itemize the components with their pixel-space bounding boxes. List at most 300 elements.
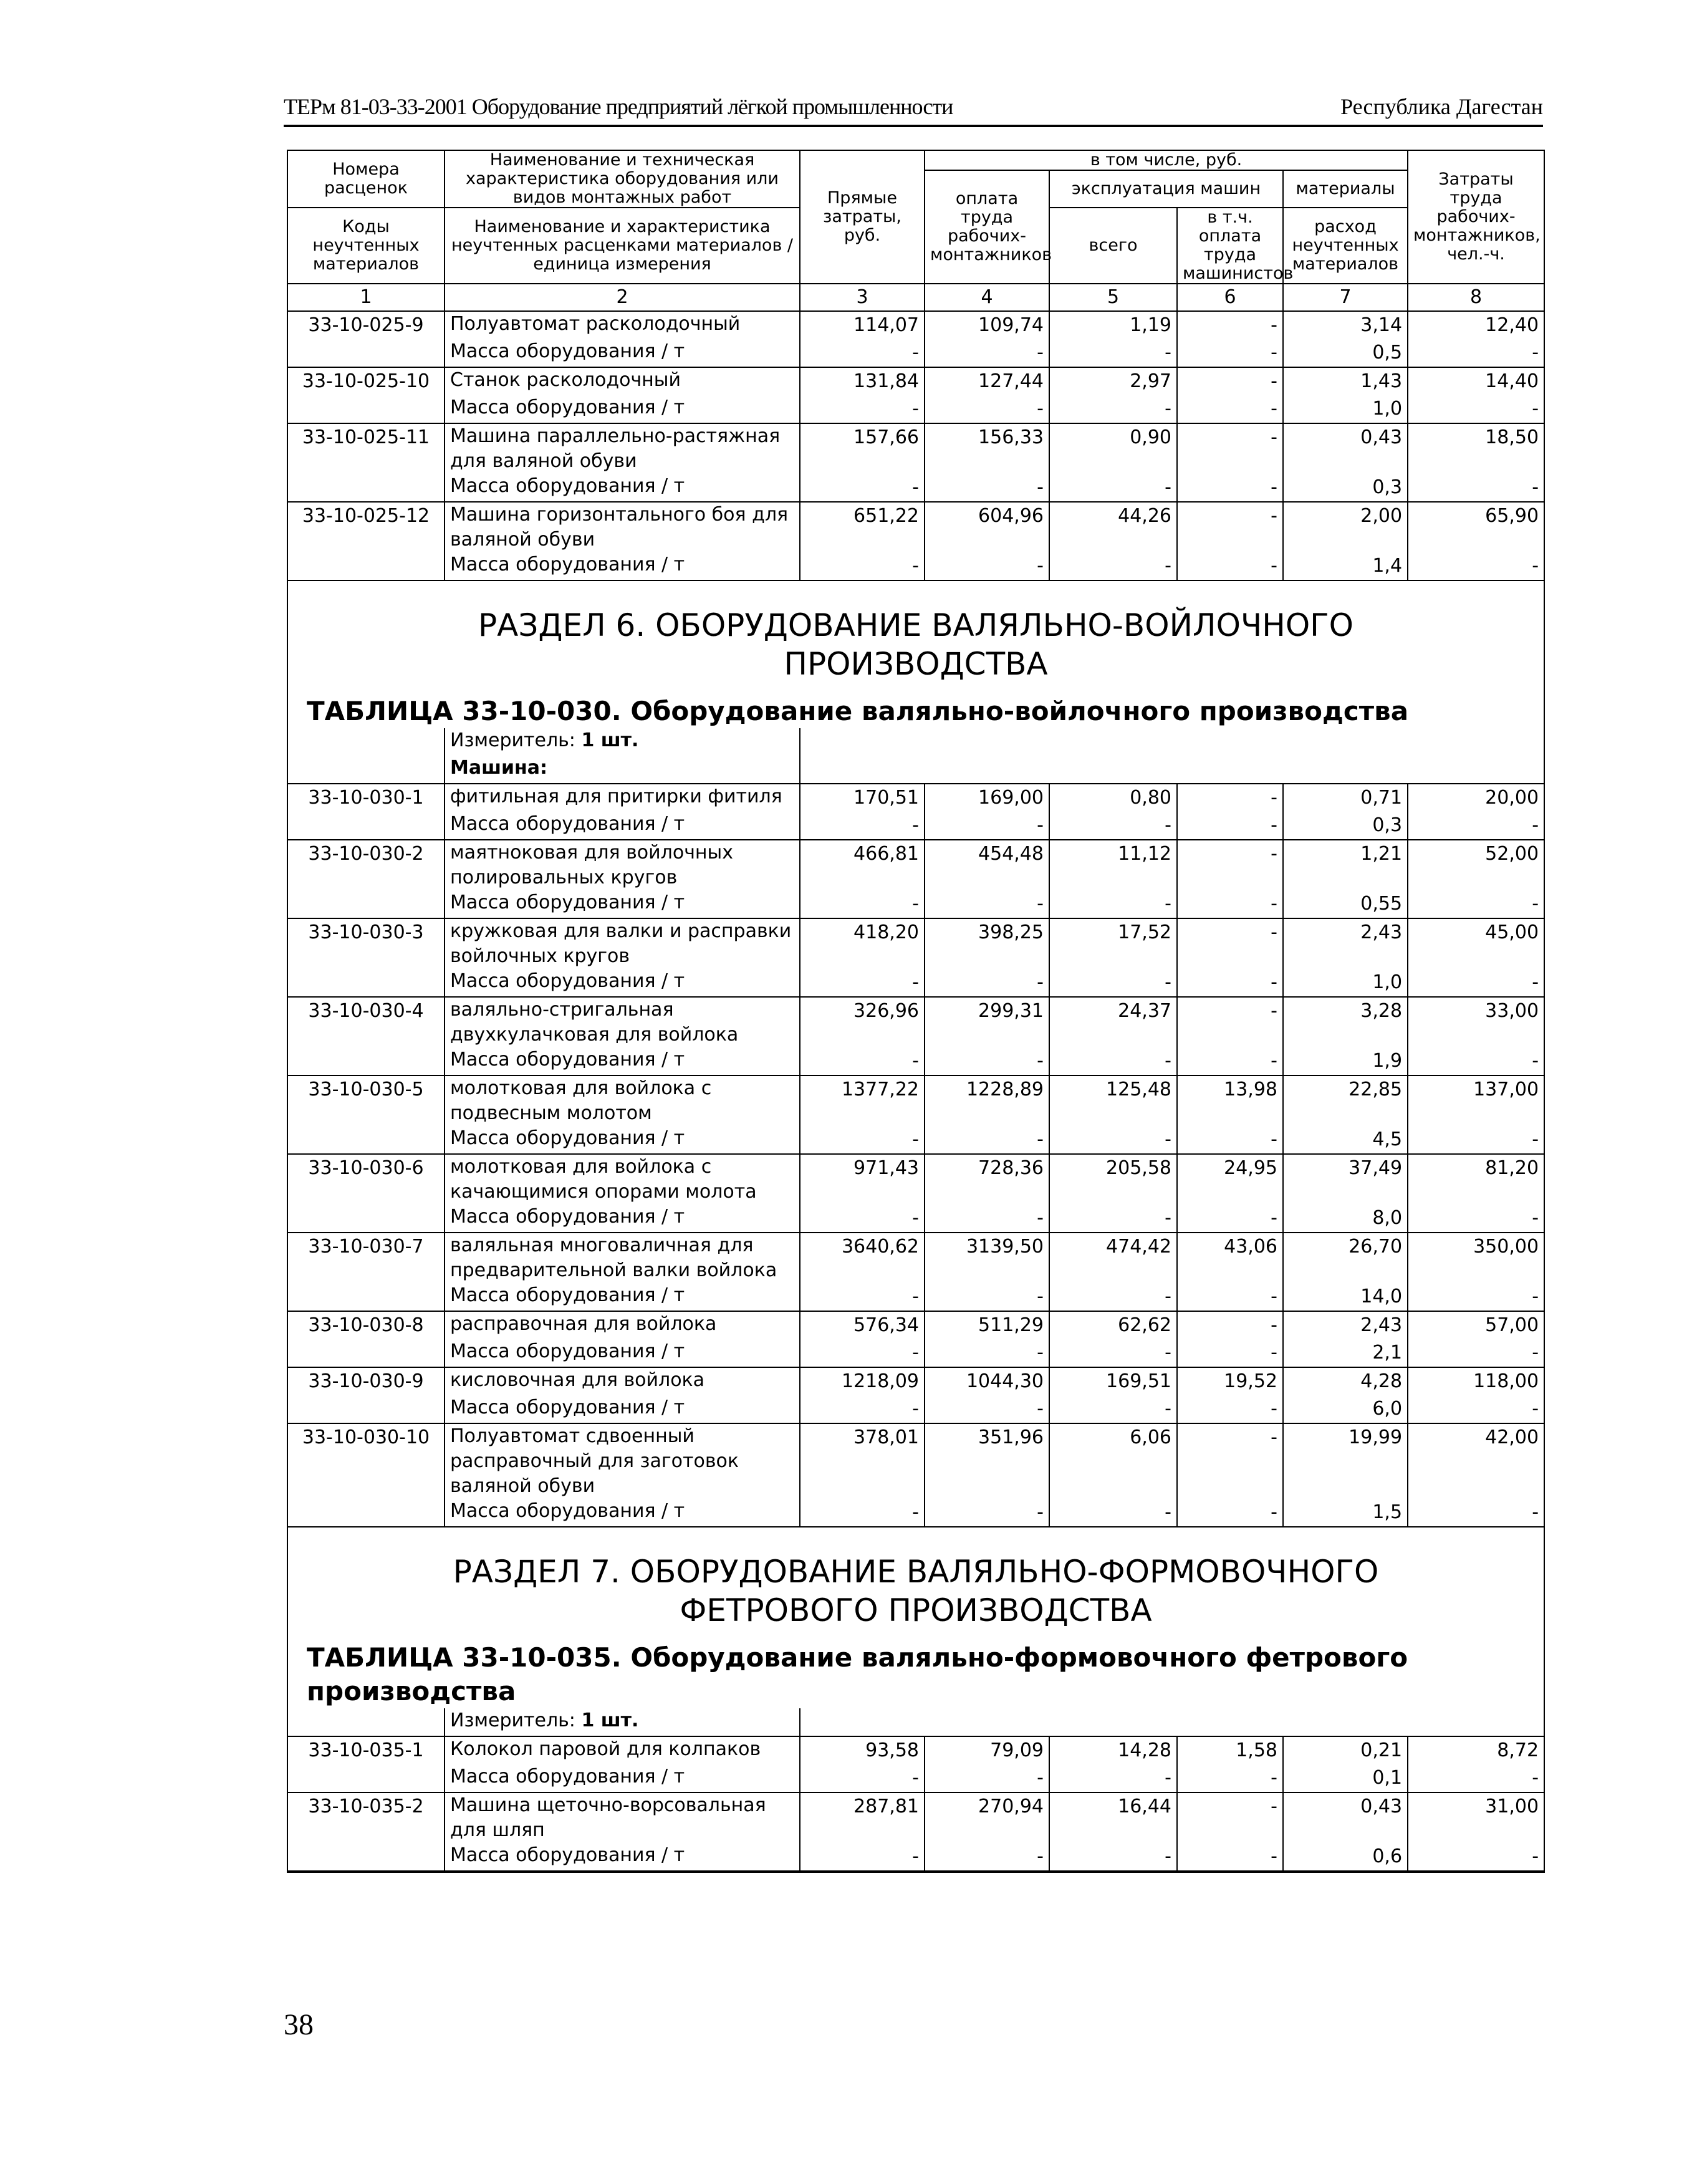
mass-dash: -	[1049, 1339, 1177, 1367]
value-v3: 157,66	[800, 423, 925, 474]
mass-row	[287, 1283, 1544, 1311]
value-v6: -	[1177, 423, 1283, 474]
mass-value: 0,3	[1283, 474, 1408, 502]
rows-group-025	[287, 311, 1544, 580]
mass-dash: -	[925, 1843, 1049, 1872]
value-v5: 125,48	[1049, 1075, 1177, 1126]
mass-row	[287, 1047, 1544, 1075]
mass-dash: -	[800, 1126, 925, 1154]
mass-value: 2,1	[1283, 1339, 1408, 1367]
header-cell: Наименование и характеристика неучтенных расценками материалов / единица измерения	[445, 208, 800, 284]
estimate-table	[287, 150, 1545, 1873]
value-v3: 1218,09	[800, 1367, 925, 1395]
mass-dash: -	[925, 474, 1049, 502]
mass-dash: -	[1177, 1339, 1283, 1367]
value-v6: 24,95	[1177, 1154, 1283, 1205]
mass-dash: -	[800, 1339, 925, 1367]
value-v4: 109,74	[925, 311, 1049, 339]
table-row	[287, 840, 1544, 890]
mass-dash: -	[1177, 474, 1283, 502]
mass-code-empty	[287, 890, 445, 918]
value-v8: 42,00	[1408, 1423, 1544, 1499]
mass-dash: -	[925, 395, 1049, 423]
mass-dash: -	[1408, 1047, 1544, 1075]
item-name: Полуавтомат расколодочный	[445, 311, 800, 339]
mass-dash: -	[925, 1339, 1049, 1367]
mass-dash: -	[1177, 339, 1283, 367]
mass-code-empty	[287, 1764, 445, 1792]
rows-group-035	[287, 1736, 1544, 1872]
value-v3: 114,07	[800, 311, 925, 339]
mass-dash: -	[1177, 1047, 1283, 1075]
rate-code: 33-10-025-12	[287, 502, 445, 552]
header-cell: материалы	[1283, 170, 1408, 208]
mass-code-empty	[287, 474, 445, 502]
header-cell: Коды неучтенных материалов	[287, 208, 445, 284]
mass-row	[287, 1764, 1544, 1792]
value-v6: -	[1177, 1311, 1283, 1339]
rate-code: 33-10-030-9	[287, 1367, 445, 1395]
value-v7: 26,70	[1283, 1233, 1408, 1283]
value-v3: 1377,22	[800, 1075, 925, 1126]
value-v5: 6,06	[1049, 1423, 1177, 1499]
header-cell: Прямые затраты, руб.	[800, 150, 925, 284]
value-v3: 466,81	[800, 840, 925, 890]
value-v4: 169,00	[925, 784, 1049, 812]
mass-code-empty	[287, 339, 445, 367]
mass-row	[287, 812, 1544, 840]
mass-row	[287, 1339, 1544, 1367]
mass-row	[287, 1843, 1544, 1872]
value-v7: 0,43	[1283, 1792, 1408, 1843]
section-7	[287, 1527, 1544, 1736]
mass-dash: -	[1408, 395, 1544, 423]
mass-dash: -	[1049, 474, 1177, 502]
mass-dash: -	[1049, 969, 1177, 997]
header-cell: всего	[1049, 208, 1177, 284]
table-row	[287, 502, 1544, 552]
mass-label: Масса оборудования / т	[445, 552, 800, 580]
mass-label: Масса оборудования / т	[445, 1843, 800, 1872]
mass-value: 4,5	[1283, 1126, 1408, 1154]
value-v4: 511,29	[925, 1311, 1049, 1339]
value-v7: 22,85	[1283, 1075, 1408, 1126]
value-v7: 2,43	[1283, 918, 1408, 969]
column-index: 8	[1408, 284, 1544, 311]
mass-dash: -	[1177, 1126, 1283, 1154]
mass-label: Масса оборудования / т	[445, 1283, 800, 1311]
rate-code: 33-10-030-1	[287, 784, 445, 812]
value-v3: 326,96	[800, 997, 925, 1047]
mass-dash: -	[925, 1047, 1049, 1075]
page-header	[284, 89, 1543, 127]
value-v3: 93,58	[800, 1736, 925, 1764]
table-title: ТАБЛИЦА 33-10-030. Оборудование валяльно-войлочного производства	[307, 696, 1409, 726]
value-v5: 14,28	[1049, 1736, 1177, 1764]
mass-code-empty	[287, 1126, 445, 1154]
rate-code: 33-10-030-5	[287, 1075, 445, 1126]
item-name: Машина щеточно-ворсовальная для шляп	[445, 1792, 800, 1843]
value-v8: 137,00	[1408, 1075, 1544, 1126]
mass-value: 0,6	[1283, 1843, 1408, 1872]
mass-code-empty	[287, 552, 445, 580]
item-name: расправочная для войлока	[445, 1311, 800, 1339]
mass-code-empty	[287, 395, 445, 423]
value-v3: 651,22	[800, 502, 925, 552]
value-v5: 16,44	[1049, 1792, 1177, 1843]
rate-code: 33-10-025-11	[287, 423, 445, 474]
item-name: молотковая для войлока с качающимися опорами молота	[445, 1154, 800, 1205]
mass-dash: -	[1049, 395, 1177, 423]
mass-dash: -	[1049, 1283, 1177, 1311]
item-name: Станок расколодочный	[445, 367, 800, 395]
mass-dash: -	[1408, 1764, 1544, 1792]
value-v6: -	[1177, 997, 1283, 1047]
table-row	[287, 918, 1544, 969]
mass-dash: -	[1049, 552, 1177, 580]
mass-dash: -	[1408, 1843, 1544, 1872]
item-name: фитильная для притирки фитиля	[445, 784, 800, 812]
mass-label: Масса оборудования / т	[445, 890, 800, 918]
mass-dash: -	[925, 1205, 1049, 1233]
value-v6: -	[1177, 311, 1283, 339]
mass-code-empty	[287, 1283, 445, 1311]
mass-value: 6,0	[1283, 1395, 1408, 1423]
value-v4: 3139,50	[925, 1233, 1049, 1283]
mass-row	[287, 474, 1544, 502]
mass-dash: -	[800, 552, 925, 580]
value-v8: 52,00	[1408, 840, 1544, 890]
rows-group-030	[287, 784, 1544, 1527]
value-v5: 169,51	[1049, 1367, 1177, 1395]
mass-value: 8,0	[1283, 1205, 1408, 1233]
mass-value: 1,5	[1283, 1499, 1408, 1527]
value-v3: 418,20	[800, 918, 925, 969]
table-row	[287, 1154, 1544, 1205]
mass-value: 0,3	[1283, 812, 1408, 840]
table-row	[287, 423, 1544, 474]
value-v4: 454,48	[925, 840, 1049, 890]
rate-code: 33-10-025-9	[287, 311, 445, 339]
header-region: Республика Дагестан	[1340, 94, 1543, 119]
value-v4: 127,44	[925, 367, 1049, 395]
header-cell: расход неучтенных материалов	[1283, 208, 1408, 284]
mass-dash: -	[1408, 1395, 1544, 1423]
mass-label: Масса оборудования / т	[445, 1047, 800, 1075]
value-v3: 287,81	[800, 1792, 925, 1843]
value-v6: -	[1177, 840, 1283, 890]
value-v7: 3,14	[1283, 311, 1408, 339]
mass-dash: -	[1408, 1499, 1544, 1527]
value-v3: 576,34	[800, 1311, 925, 1339]
mass-dash: -	[925, 339, 1049, 367]
value-v4: 79,09	[925, 1736, 1049, 1764]
mass-dash: -	[800, 1205, 925, 1233]
value-v8: 57,00	[1408, 1311, 1544, 1339]
item-name: Машина параллельно-растяжная для валяной обуви	[445, 423, 800, 474]
item-name: Колокол паровой для колпаков	[445, 1736, 800, 1764]
mass-dash: -	[800, 890, 925, 918]
table-row	[287, 997, 1544, 1047]
value-v3: 3640,62	[800, 1233, 925, 1283]
value-v5: 474,42	[1049, 1233, 1177, 1283]
rate-code: 33-10-030-3	[287, 918, 445, 969]
value-v3: 170,51	[800, 784, 925, 812]
mass-dash: -	[925, 969, 1049, 997]
mass-dash: -	[1177, 1843, 1283, 1872]
value-v7: 3,28	[1283, 997, 1408, 1047]
mass-row	[287, 1395, 1544, 1423]
value-v8: 14,40	[1408, 367, 1544, 395]
value-v3: 971,43	[800, 1154, 925, 1205]
header-cell: в т.ч. оплата труда машинистов	[1177, 208, 1283, 284]
table-row	[287, 311, 1544, 339]
table-row	[287, 1736, 1544, 1764]
column-index: 5	[1049, 284, 1177, 311]
value-v4: 156,33	[925, 423, 1049, 474]
table-header	[287, 150, 1544, 311]
mass-dash: -	[1177, 890, 1283, 918]
value-v6: -	[1177, 1423, 1283, 1499]
header-cell: Наименование и техническая характеристика оборудования или видов монтажных работ	[445, 150, 800, 208]
value-v5: 1,19	[1049, 311, 1177, 339]
mass-dash: -	[1408, 1205, 1544, 1233]
mass-label: Масса оборудования / т	[445, 474, 800, 502]
value-v8: 65,90	[1408, 502, 1544, 552]
mass-dash: -	[1177, 1395, 1283, 1423]
mass-dash: -	[1177, 1764, 1283, 1792]
mass-dash: -	[925, 1764, 1049, 1792]
mass-dash: -	[800, 1843, 925, 1872]
value-v8: 81,20	[1408, 1154, 1544, 1205]
value-v8: 18,50	[1408, 423, 1544, 474]
value-v7: 4,28	[1283, 1367, 1408, 1395]
mass-dash: -	[800, 474, 925, 502]
section-title: РАЗДЕЛ 7. ОБОРУДОВАНИЕ ВАЛЯЛЬНО-ФОРМОВОЧНОГО ФЕТРОВОГО ПРОИЗВОДСТВА	[453, 1554, 1379, 1628]
rate-code: 33-10-030-8	[287, 1311, 445, 1339]
mass-dash: -	[800, 1283, 925, 1311]
mass-dash: -	[1177, 395, 1283, 423]
mass-dash: -	[800, 1395, 925, 1423]
value-v7: 2,43	[1283, 1311, 1408, 1339]
mass-dash: -	[1177, 1499, 1283, 1527]
mass-label: Масса оборудования / т	[445, 969, 800, 997]
mass-dash: -	[1408, 1283, 1544, 1311]
mass-dash: -	[925, 552, 1049, 580]
value-v3: 378,01	[800, 1423, 925, 1499]
value-v8: 45,00	[1408, 918, 1544, 969]
column-index: 1	[287, 284, 445, 311]
table-row	[287, 784, 1544, 812]
value-v4: 270,94	[925, 1792, 1049, 1843]
mass-row	[287, 969, 1544, 997]
mass-dash: -	[800, 969, 925, 997]
mass-dash: -	[925, 1126, 1049, 1154]
section-6	[287, 580, 1544, 784]
value-v7: 0,43	[1283, 423, 1408, 474]
value-v6: -	[1177, 918, 1283, 969]
value-v8: 118,00	[1408, 1367, 1544, 1395]
item-name: Машина горизонтального боя для валяной обуви	[445, 502, 800, 552]
mass-dash: -	[925, 1283, 1049, 1311]
value-v4: 728,36	[925, 1154, 1049, 1205]
table-row	[287, 1423, 1544, 1499]
mass-code-empty	[287, 812, 445, 840]
item-name: валяльная многовaличная для предварительной валки войлока	[445, 1233, 800, 1283]
value-v4: 299,31	[925, 997, 1049, 1047]
mass-row	[287, 890, 1544, 918]
mass-dash: -	[1049, 1499, 1177, 1527]
mass-code-empty	[287, 1047, 445, 1075]
mass-value: 1,0	[1283, 969, 1408, 997]
mass-dash: -	[925, 812, 1049, 840]
column-index: 2	[445, 284, 800, 311]
mass-dash: -	[1408, 474, 1544, 502]
mass-row	[287, 395, 1544, 423]
measure-unit: Измеритель: 1 шт.	[445, 728, 800, 756]
value-v7: 1,21	[1283, 840, 1408, 890]
mass-dash: -	[1408, 969, 1544, 997]
mass-dash: -	[1177, 552, 1283, 580]
value-v5: 44,26	[1049, 502, 1177, 552]
mass-dash: -	[1408, 890, 1544, 918]
rate-code: 33-10-030-6	[287, 1154, 445, 1205]
mass-dash: -	[1049, 1126, 1177, 1154]
value-v8: 8,72	[1408, 1736, 1544, 1764]
mass-value: 0,5	[1283, 339, 1408, 367]
mass-dash: -	[800, 1764, 925, 1792]
mass-dash: -	[1408, 552, 1544, 580]
rate-code: 33-10-025-10	[287, 367, 445, 395]
item-name: кисловочная для войлока	[445, 1367, 800, 1395]
value-v4: 398,25	[925, 918, 1049, 969]
mass-dash: -	[1049, 890, 1177, 918]
value-v4: 604,96	[925, 502, 1049, 552]
item-name: маятнокoвая для войлочных полировальных кругов	[445, 840, 800, 890]
value-v8: 31,00	[1408, 1792, 1544, 1843]
rate-code: 33-10-035-1	[287, 1736, 445, 1764]
mass-value: 14,0	[1283, 1283, 1408, 1311]
rate-code: 33-10-030-4	[287, 997, 445, 1047]
table-row	[287, 1367, 1544, 1395]
mass-value: 1,9	[1283, 1047, 1408, 1075]
table-row	[287, 1311, 1544, 1339]
mass-label: Масса оборудования / т	[445, 1339, 800, 1367]
value-v6: 13,98	[1177, 1075, 1283, 1126]
mass-dash: -	[1049, 1047, 1177, 1075]
value-v6: 19,52	[1177, 1367, 1283, 1395]
mass-label: Масса оборудования / т	[445, 339, 800, 367]
value-v6: -	[1177, 502, 1283, 552]
value-v4: 351,96	[925, 1423, 1049, 1499]
value-v5: 11,12	[1049, 840, 1177, 890]
mass-dash: -	[800, 1047, 925, 1075]
value-v4: 1228,89	[925, 1075, 1049, 1126]
column-index: 7	[1283, 284, 1408, 311]
header-cell: оплата труда рабочих-монтажников	[925, 170, 1049, 284]
value-v6: -	[1177, 784, 1283, 812]
mass-label: Масса оборудования / т	[445, 1395, 800, 1423]
value-v7: 0,21	[1283, 1736, 1408, 1764]
column-index: 4	[925, 284, 1049, 311]
table-row	[287, 367, 1544, 395]
value-v4: 1044,30	[925, 1367, 1049, 1395]
value-v6: 1,58	[1177, 1736, 1283, 1764]
item-name: молотковая для войлока с подвесным молотом	[445, 1075, 800, 1126]
mass-row	[287, 552, 1544, 580]
table-row	[287, 1075, 1544, 1126]
table-row	[287, 1792, 1544, 1843]
measure-unit: Измеритель: 1 шт.	[445, 1708, 800, 1736]
mass-label: Масса оборудования / т	[445, 1205, 800, 1233]
value-v5: 62,62	[1049, 1311, 1177, 1339]
mass-row	[287, 1126, 1544, 1154]
value-v7: 37,49	[1283, 1154, 1408, 1205]
mass-row	[287, 1205, 1544, 1233]
mass-row	[287, 339, 1544, 367]
mass-dash: -	[1408, 812, 1544, 840]
item-name: валяльно-стригальная двухкулачковая для войлока	[445, 997, 800, 1047]
mass-dash: -	[1177, 812, 1283, 840]
value-v8: 12,40	[1408, 311, 1544, 339]
mass-dash: -	[925, 890, 1049, 918]
value-v5: 17,52	[1049, 918, 1177, 969]
header-document-title: ТЕРм 81-03-33-2001 Оборудование предприятий лёгкой промышленности	[284, 94, 953, 119]
mass-label: Масса оборудования / т	[445, 395, 800, 423]
mass-label: Масса оборудования / т	[445, 1126, 800, 1154]
mass-value: 1,4	[1283, 552, 1408, 580]
header-cell: Затраты труда рабочих-монтажников, чел.-ч.	[1408, 150, 1544, 284]
mass-dash: -	[1408, 339, 1544, 367]
table-title: ТАБЛИЦА 33-10-035. Оборудование валяльно-формовочного фетрового производства	[307, 1642, 1408, 1706]
header-cell: в том числе, руб.	[925, 150, 1408, 170]
value-v3: 131,84	[800, 367, 925, 395]
value-v7: 1,43	[1283, 367, 1408, 395]
rate-code: 33-10-030-10	[287, 1423, 445, 1499]
mass-dash: -	[800, 339, 925, 367]
mass-code-empty	[287, 1499, 445, 1527]
header-cell: эксплуатация машин	[1049, 170, 1283, 208]
mass-dash: -	[1049, 1395, 1177, 1423]
value-v6: 43,06	[1177, 1233, 1283, 1283]
value-v5: 2,97	[1049, 367, 1177, 395]
value-v5: 0,80	[1049, 784, 1177, 812]
mass-dash: -	[1049, 1205, 1177, 1233]
mass-dash: -	[1049, 812, 1177, 840]
value-v5: 205,58	[1049, 1154, 1177, 1205]
item-name: Полуавтомат сдвоенный расправочный для заготовок валяной обуви	[445, 1423, 800, 1499]
column-index: 3	[800, 284, 925, 311]
value-v7: 19,99	[1283, 1423, 1408, 1499]
mass-dash: -	[1049, 339, 1177, 367]
rate-code: 33-10-035-2	[287, 1792, 445, 1843]
mass-dash: -	[800, 812, 925, 840]
group-label: Машина:	[445, 756, 800, 784]
header-cell: Номера расценок	[287, 150, 445, 208]
page-number: 38	[284, 2008, 314, 2041]
table-row	[287, 1233, 1544, 1283]
rate-code: 33-10-030-2	[287, 840, 445, 890]
mass-value: 1,0	[1283, 395, 1408, 423]
mass-value: 0,55	[1283, 890, 1408, 918]
value-v8: 350,00	[1408, 1233, 1544, 1283]
mass-code-empty	[287, 1339, 445, 1367]
mass-code-empty	[287, 1205, 445, 1233]
mass-label: Масса оборудования / т	[445, 1499, 800, 1527]
mass-code-empty	[287, 1395, 445, 1423]
mass-dash: -	[1408, 1339, 1544, 1367]
mass-dash: -	[800, 1499, 925, 1527]
